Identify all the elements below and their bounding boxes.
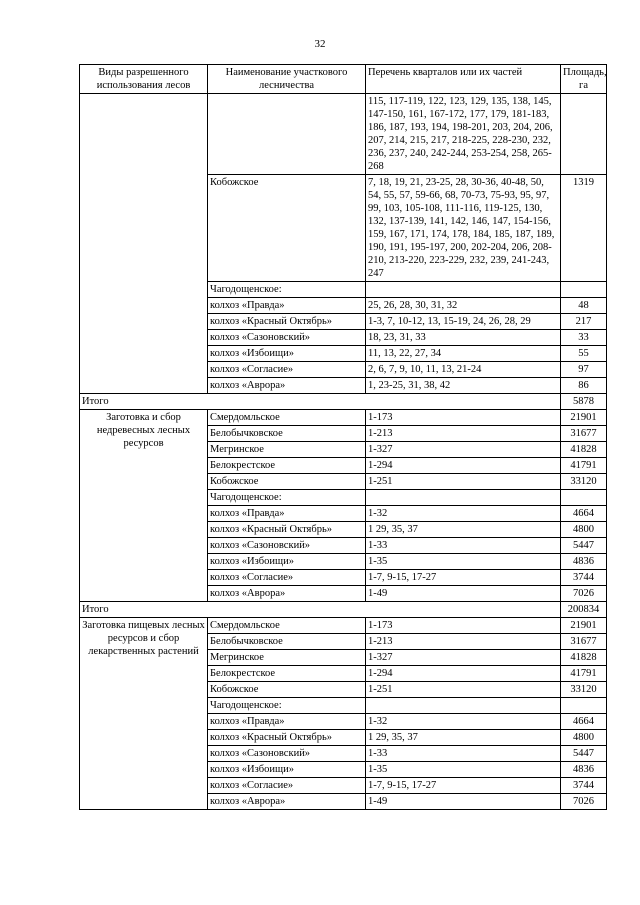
quarters-cell: 1-327 [366, 442, 561, 458]
forestry-cell: колхоз «Красный Октябрь» [208, 522, 366, 538]
area-cell: 4664 [561, 506, 607, 522]
area-cell: 41828 [561, 442, 607, 458]
quarters-cell: 1-173 [366, 618, 561, 634]
section-a-body [80, 94, 607, 410]
area-cell: 33 [561, 330, 607, 346]
area-cell: 5447 [561, 538, 607, 554]
quarters-cell: 1-327 [366, 650, 561, 666]
area-cell: 4836 [561, 762, 607, 778]
quarters-cell: 1, 23-25, 31, 38, 42 [366, 378, 561, 394]
forestry-cell: Белобычковское [208, 426, 366, 442]
area-cell: 33120 [561, 474, 607, 490]
area-cell [561, 282, 607, 298]
header-quarters: Перечень кварталов или их частей [366, 65, 561, 94]
forestry-cell: Кобожское [208, 682, 366, 698]
quarters-cell: 1-32 [366, 714, 561, 730]
area-cell: 41791 [561, 666, 607, 682]
forestry-cell: колхоз «Сазоновский» [208, 538, 366, 554]
quarters-cell: 18, 23, 31, 33 [366, 330, 561, 346]
forestry-cell [208, 94, 366, 175]
forestry-cell: Кобожское [208, 474, 366, 490]
forestry-cell: колхоз «Сазоновский» [208, 330, 366, 346]
quarters-cell: 1-33 [366, 746, 561, 762]
area-cell: 4800 [561, 522, 607, 538]
quarters-cell: 1-294 [366, 666, 561, 682]
page-number: 32 [314, 38, 326, 50]
area-cell: 48 [561, 298, 607, 314]
quarters-cell: 1-49 [366, 794, 561, 810]
use-type-cell [80, 94, 208, 394]
area-cell: 33120 [561, 682, 607, 698]
area-cell: 31677 [561, 634, 607, 650]
quarters-cell: 1-33 [366, 538, 561, 554]
area-cell: 31677 [561, 426, 607, 442]
forestry-cell: колхоз «Избоищи» [208, 346, 366, 362]
area-cell: 41791 [561, 458, 607, 474]
forestry-cell: колхоз «Аврора» [208, 794, 366, 810]
quarters-cell: 1-173 [366, 410, 561, 426]
section-b-body [80, 410, 607, 618]
forestry-cell: колхоз «Аврора» [208, 586, 366, 602]
forestry-cell: Белокрестское [208, 666, 366, 682]
area-cell: 41828 [561, 650, 607, 666]
header-forestry: Наименование участкового лесничества [208, 65, 366, 94]
forestry-cell: колхоз «Согласие» [208, 570, 366, 586]
quarters-cell: 1-213 [366, 426, 561, 442]
area-cell [561, 94, 607, 175]
area-cell: 97 [561, 362, 607, 378]
forestry-cell: Чагодощенское: [208, 698, 366, 714]
forestry-cell: Чагодощенское: [208, 490, 366, 506]
area-cell: 86 [561, 378, 607, 394]
area-cell [561, 490, 607, 506]
quarters-cell: 1-294 [366, 458, 561, 474]
forestry-cell: Смердомльское [208, 618, 366, 634]
forestry-cell: Чагодощенское: [208, 282, 366, 298]
area-cell [561, 698, 607, 714]
area-cell: 21901 [561, 618, 607, 634]
table-header-row [80, 65, 607, 94]
quarters-cell: 1-251 [366, 682, 561, 698]
total-label: Итого [80, 394, 561, 410]
area-cell: 21901 [561, 410, 607, 426]
total-label: Итого [80, 602, 561, 618]
header-area: Площадь, га [561, 65, 607, 94]
quarters-cell: 1-35 [366, 554, 561, 570]
forestry-cell: Мегринское [208, 650, 366, 666]
area-cell: 1319 [561, 175, 607, 282]
forestry-cell: колхоз «Согласие» [208, 362, 366, 378]
forestry-cell: колхоз «Правда» [208, 298, 366, 314]
quarters-cell: 1-7, 9-15, 17-27 [366, 778, 561, 794]
quarters-cell: 1-32 [366, 506, 561, 522]
forestry-cell: Кобожское [208, 175, 366, 282]
area-cell: 4664 [561, 714, 607, 730]
quarters-cell: 1 29, 35, 37 [366, 522, 561, 538]
area-cell: 5447 [561, 746, 607, 762]
area-cell: 7026 [561, 586, 607, 602]
forestry-cell: Белокрестское [208, 458, 366, 474]
quarters-cell: 1-251 [366, 474, 561, 490]
table-row [80, 94, 607, 175]
quarters-cell: 115, 117-119, 122, 123, 129, 135, 138, 145, 147-150, 161, 167-172, 177, 179, 181-183, 186, 187, 193, 194, 198-201, 203, 204, 206, 207, 214, 215, 217, 218-225, 228-230, 232, 236, 237, 240, 242-244, 253-254, 258, 265-268 [366, 94, 561, 175]
quarters-cell: 7, 18, 19, 21, 23-25, 28, 30-36, 40-48, 50, 54, 55, 57, 59-66, 68, 70-73, 75-93, 95, 97, 99, 103, 105-108, 111-116, 119-125, 130, 132, 137-139, 141, 142, 146, 147, 154-156, 159, 167, 171, 174, 178, 184, 185, 187, 189, 190, 191, 195-197, 200, 202-204, 206, 208-210, 213-220, 223-229, 232, 239, 241-243, 247 [366, 175, 561, 282]
quarters-cell: 1 29, 35, 37 [366, 730, 561, 746]
total-row [80, 602, 607, 618]
quarters-cell: 1-7, 9-15, 17-27 [366, 570, 561, 586]
area-cell: 4800 [561, 730, 607, 746]
table-row [80, 410, 607, 426]
area-cell: 3744 [561, 778, 607, 794]
forestry-cell: колхоз «Красный Октябрь» [208, 314, 366, 330]
section-c-body [80, 618, 607, 810]
forestry-cell: Белобычковское [208, 634, 366, 650]
area-cell: 55 [561, 346, 607, 362]
quarters-cell [366, 698, 561, 714]
forestry-cell: колхоз «Правда» [208, 714, 366, 730]
quarters-cell: 1-49 [366, 586, 561, 602]
total-row [80, 394, 607, 410]
forestry-cell: колхоз «Правда» [208, 506, 366, 522]
forestry-cell: колхоз «Сазоновский» [208, 746, 366, 762]
total-value: 200834 [561, 602, 607, 618]
total-value: 5878 [561, 394, 607, 410]
area-cell: 7026 [561, 794, 607, 810]
forestry-cell: Мегринское [208, 442, 366, 458]
quarters-cell: 1-3, 7, 10-12, 13, 15-19, 24, 26, 28, 29 [366, 314, 561, 330]
forestry-cell: колхоз «Согласие» [208, 778, 366, 794]
forestry-cell: Смердомльское [208, 410, 366, 426]
quarters-cell: 25, 26, 28, 30, 31, 32 [366, 298, 561, 314]
quarters-cell: 1-213 [366, 634, 561, 650]
area-cell: 217 [561, 314, 607, 330]
quarters-cell: 1-35 [366, 762, 561, 778]
quarters-cell: 2, 6, 7, 9, 10, 11, 13, 21-24 [366, 362, 561, 378]
use-type-cell: Заготовка и сбор недревесных лесных ресурсов [80, 410, 208, 602]
forestry-cell: колхоз «Избоищи» [208, 762, 366, 778]
forestry-cell: колхоз «Красный Октябрь» [208, 730, 366, 746]
forestry-cell: колхоз «Избоищи» [208, 554, 366, 570]
quarters-cell [366, 490, 561, 506]
forest-use-table [79, 64, 607, 810]
quarters-cell [366, 282, 561, 298]
header-use-type: Виды разрешенного использования лесов [80, 65, 208, 94]
area-cell: 4836 [561, 554, 607, 570]
table-row [80, 618, 607, 634]
quarters-cell: 11, 13, 22, 27, 34 [366, 346, 561, 362]
forestry-cell: колхоз «Аврора» [208, 378, 366, 394]
area-cell: 3744 [561, 570, 607, 586]
use-type-cell: Заготовка пищевых лесных ресурсов и сбор лекарственных растений [80, 618, 208, 810]
